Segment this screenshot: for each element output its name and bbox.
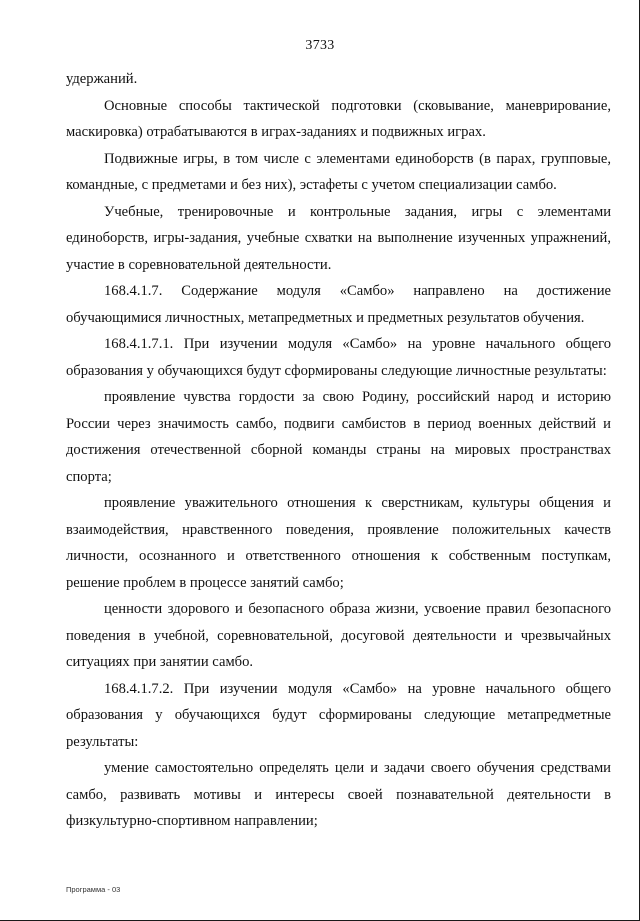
paragraph-training-tasks: Учебные, тренировочные и контрольные задания, игры с элементами единоборств, игры-задания, учебные схватки на выполнение изученных упражнений, участие в соревновательной деятельности. (66, 203, 611, 273)
paragraph-section-168-4-1-7-2: 168.4.1.7.2. При изучении модуля «Самбо» на уровне начального общего образования у обучающихся будут сформированы следующие метапредметные результаты: (66, 680, 611, 750)
list-item-respect: проявление уважительного отношения к сверстникам, культуры общения и взаимодействия, нравственного поведения, проявление положительных качеств личности, осознанного и ответственного отношения к собственным поступкам, решение проблем в процессе занятий самбо; (66, 495, 611, 591)
page-number: 3733 (305, 38, 335, 53)
paragraph-continuation: удержаний. (66, 71, 138, 87)
list-item-healthy-lifestyle: ценности здорового и безопасного образа жизни, усвоение правил безопасного поведения в учебной, соревновательной, досуговой деятельности и чрезвычайных ситуациях при занятии самбо. (66, 601, 611, 670)
page-footer: Программа - 03 (66, 885, 121, 894)
paragraph-section-168-4-1-7-1: 168.4.1.7.1. При изучении модуля «Самбо» на уровне начального общего образования у обучающихся будут сформированы следующие личностные результаты: (66, 336, 611, 379)
page-content (66, 66, 611, 835)
paragraph-section-168-4-1-7: 168.4.1.7. Содержание модуля «Самбо» направлено на достижение обучающимися личностных, метапредметных и предметных результатов обучения. (66, 283, 611, 326)
list-item-pride: проявление чувства гордости за свою Родину, российский народ и историю России через значимость самбо, подвиги самбистов в период военных действий и достижения отечественной сборной команды страны на мировых пространствах спорта; (66, 389, 611, 485)
list-item-goal-setting: умение самостоятельно определять цели и задачи своего обучения средствами самбо, развивать мотивы и интересы своей познавательной деятельности в физкультурно-спортивном направлении; (66, 760, 611, 829)
paragraph-tactical-training: Основные способы тактической подготовки (сковывание, маневрирование, маскировка) отрабатываются в играх-заданиях и подвижных играх. (66, 97, 611, 140)
paragraph-outdoor-games: Подвижные игры, в том числе с элементами единоборств (в парах, групповые, командные, с предметами и без них), эстафеты с учетом специализации самбо. (66, 150, 611, 193)
